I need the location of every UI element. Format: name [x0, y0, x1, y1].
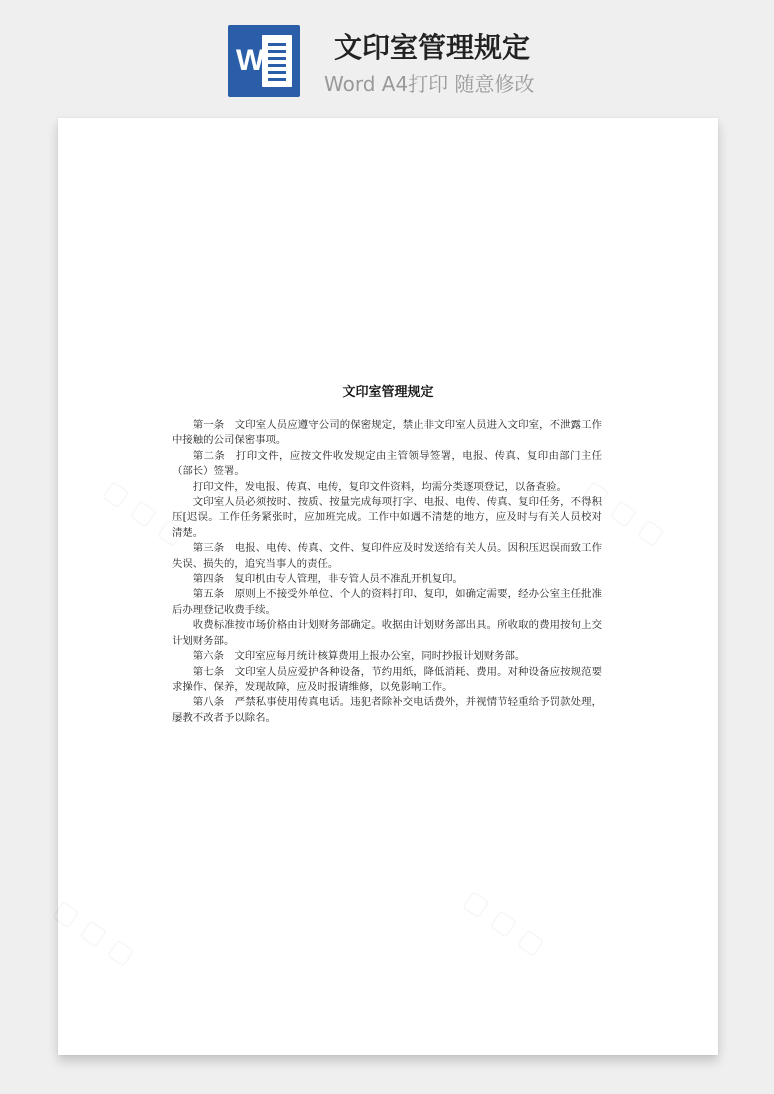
watermark-graphic [48, 894, 140, 971]
preview-header [0, 0, 774, 110]
paragraph-article-5: 第五条 原则上不接受外单位、个人的资料打印、复印，如确定需要，经办公室主任批准后办理登记收费手续。 [172, 588, 602, 616]
word-document-icon [228, 25, 300, 97]
document-title: 文印室管理规定 [342, 385, 434, 400]
page-subtitle: Word A4打印 随意修改 [324, 72, 535, 96]
paragraph-article-4: 第四条 复印机由专人管理，非专管人员不准乱开机复印。 [192, 573, 463, 586]
paragraph-article-1: 第一条 文印室人员应遵守公司的保密规定，禁止非文印室人员进入文印室，不泄露工作中接触的公司保密事项。 [172, 419, 602, 447]
document-body [172, 418, 602, 726]
paragraph-article-7: 第七条 文印室人员应爱护各种设备，节约用纸，降低消耗、费用。对种设备应按规范要求操作、保养，发现故障，应及时报请维修，以免影响工作。 [172, 665, 602, 693]
paragraph-article-6: 第六条 文印室应每月统计核算费用上报办公室，同时抄报计划财务部。 [192, 650, 526, 663]
word-icon-letter: W [236, 44, 265, 77]
paragraph: 收费标准按市场价格由计划财务部确定。收据由计划财务部出具。所收取的费用按旬上交计划财务部。 [172, 619, 602, 647]
watermark-graphic [458, 884, 550, 961]
paragraph: 打印文件，发电报、传真、电传，复印文件资料，均需分类逐项登记，以备查验。 [192, 480, 567, 493]
document-page [58, 118, 718, 1055]
page-title: 文印室管理规定 [334, 31, 531, 64]
paragraph-article-3: 第三条 电报、电传、传真、文件、复印件应及时发送给有关人员。因积压迟误而致工作失误、损失的，追究当事人的责任。 [172, 542, 602, 570]
paragraph-article-8: 第八条 严禁私事使用传真电话。违犯者除补交电话费外，并视情节轻重给予罚款处理，屡教不改者予以除名。 [172, 696, 602, 724]
paragraph: 文印室人员必须按时、按质、按量完成每项打字、电报、电传、传真、复印任务，不得积压[迟误。工作任务紧张时，应加班完成。工作中如遇不清楚的地方，应及时与有关人员校对清楚。 [172, 496, 602, 539]
paragraph-article-2: 第二条 打印文件，应按文件收发规定由主管领导签署，电报、传真、复印由部门主任（部长）签署。 [172, 449, 602, 478]
